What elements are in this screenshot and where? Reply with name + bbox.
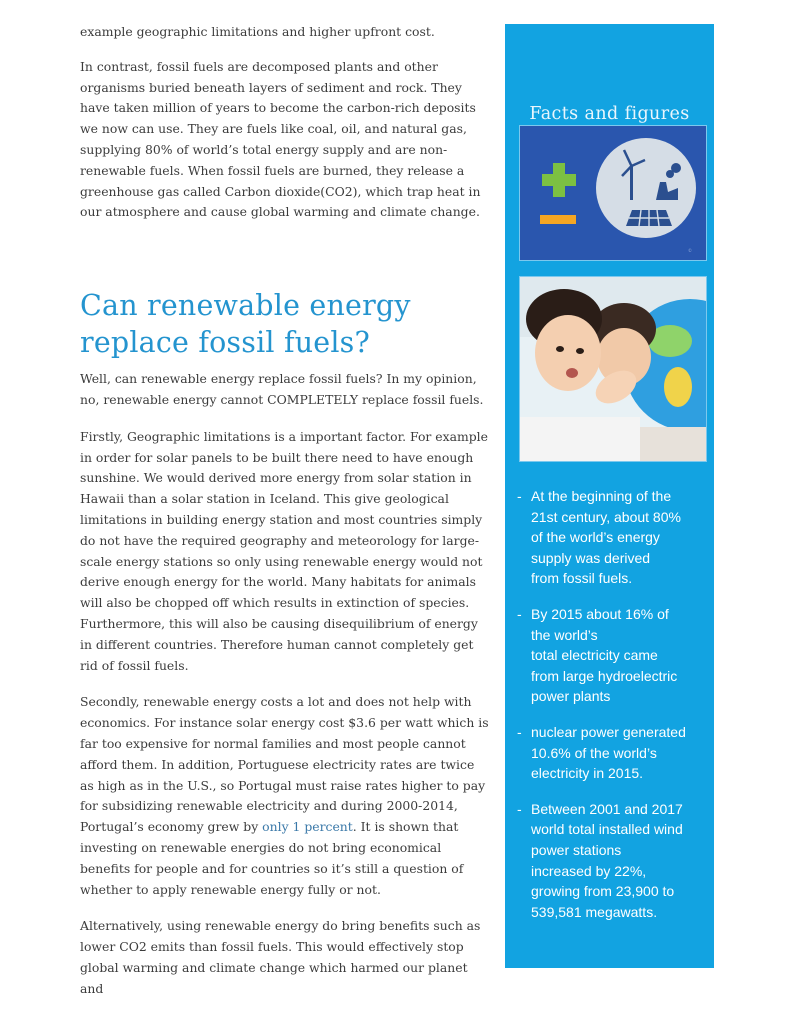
fact-item [517,604,709,707]
only-one-percent-link[interactable]: only 1 percent [262,819,353,835]
paragraph-secondly-part2: . It is shown that investing on renewable energies do not bring economical benefits for people and for countries so it’s still a question of whether to apply renewable energy fully or not. [80,819,464,897]
bullet-dash: - [517,488,522,504]
fact-text: By 2015 about 16% of the world’s total electricity came from large hydroelectric power plants [531,605,678,705]
paragraph-alternatively: Alternatively, using renewable energy do bring benefits such as lower CO2 emits than fossil fuels. This would effectively stop global warming and climate change which harmed our planet and [80,918,481,996]
bullet-dash: - [517,605,522,622]
children-globe-photo [519,276,707,462]
child-shirt [520,417,640,461]
energy-illustration-svg [520,126,706,260]
child-one-eye-2 [576,348,584,354]
paragraph-secondly-part1: Secondly, renewable energy costs a lot and does not help with economics. For instance solar energy cost $3.6 per watt which is far too expensive for normal families and most people cannot afford them. In addition, Portuguese electricity rates are twice as high as in the U.S., so Portugal must raise rates higher to pay for subsidizing renewable electricity and during 2000-2014, Portugal’s economy grew by [80,694,489,835]
fact-item [517,486,709,589]
fact-item [517,799,709,923]
children-globe-illustration [520,277,706,461]
child-one-eye [556,346,564,352]
fact-text: At the beginning of the 21st century, about 80% of the world’s energy supply was derived from fossil fuels. [531,488,681,587]
globe-landmass-2 [664,367,692,407]
table [640,427,706,461]
paragraph-secondly [80,692,490,900]
paragraph-fossil-fuels: In contrast, fossil fuels are decomposed plants and other organisms buried beneath layers of sediment and rock. They have taken million of years to become the carbon-rich deposits we now can use. They are fuels like coal, oil, and natural gas, supplying 80% of world’s total energy supply and are non-renewable fuels. When fossil fuels are burned, they release a greenhouse gas called Carbon dioxide(CO2), which trap heat in our atmosphere and cause global warming and climate change. [80,58,481,220]
fact-text: nuclear power generated 10.6% of the world’s electricity in 2015. [531,723,686,782]
section-heading: Can renewable energy replace fossil fuels? [80,289,411,360]
fact-item [517,722,709,784]
facts-sidebar [505,24,714,968]
child-one-mouth [566,368,578,378]
main-column [80,22,490,1015]
bullet-dash: - [517,723,522,740]
plus-vertical [553,163,565,197]
facts-list [517,486,709,937]
paragraph-firstly: Firstly, Geographic limitations is a important factor. For example in order for solar panels to be built there need to have enough sunshine. We would derived more energy from solar station in Hawaii than a solar station in Iceland. This give geological limitations in building energy station and most countries simply do not have the required geography and meteorology for large-scale energy stations so only using renewable energy would not derive enough energy for the world. Many habitats for animals will also be chopped off which results in extinction of species. Furthermore, this will also be causing disequilibrium of energy in different countries. Therefore human cannot completely get rid of fossil fuels. [80,428,488,673]
child-one-face [535,315,601,391]
minus-sign [540,215,576,224]
fact-text: Between 2001 and 2017 world total installed wind power stations increased by 22%, growing from 23,900 to 539,581 megawatts. [531,800,683,920]
sidebar-title: Facts and figures [529,104,690,124]
bullet-dash: - [517,800,522,817]
illustration-watermark: © [688,248,692,253]
energy-plus-minus-icon [519,125,707,261]
paragraph-opinion: Well, can renewable energy replace fossil fuels? In my opinion, no, renewable energy cannot COMPLETELY replace fossil fuels. [80,371,484,407]
paragraph-intro-end: example geographic limitations and higher upfront cost. [80,24,435,39]
